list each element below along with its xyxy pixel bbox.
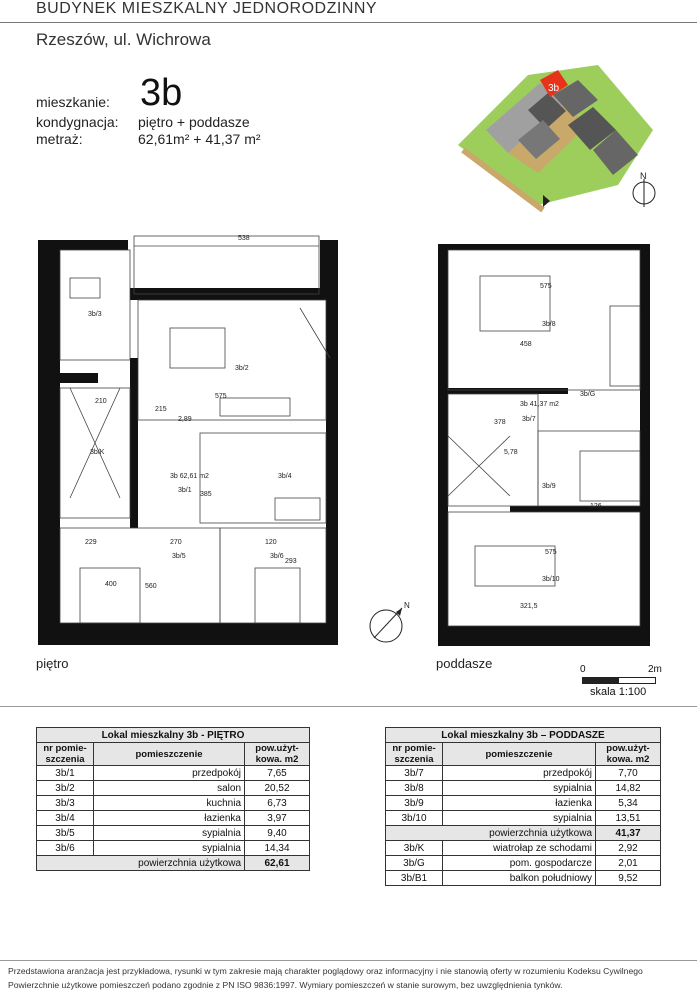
disclaimer-line-2: Powierzchnie użytkowe pomieszczeń podano zgodnie z PN ISO 9836:1997. Wymiary pomieszczeń w stanie surowym, bez uwzględnienia tynków. <box>8 980 563 990</box>
upper-dim-9: 400 <box>105 581 117 588</box>
attic-unit-area: 3b 41,37 m2 <box>520 401 559 408</box>
upper-dim-3: 385 <box>200 491 212 498</box>
location: Rzeszów, ul. Wichrowa <box>36 30 211 49</box>
table-upper-header-nr: nr pomie-szczenia <box>37 743 94 766</box>
upper-room-3: 3b/3 <box>88 311 102 318</box>
upper-floor-label: piętro <box>36 656 69 671</box>
header-divider <box>0 22 697 23</box>
scale-bar <box>582 677 656 684</box>
upper-floor-plan <box>30 228 342 648</box>
table-attic-header-area: pow.użyt-kowa. m2 <box>596 743 661 766</box>
table-upper-header-area: pow.użyt-kowa. m2 <box>245 743 310 766</box>
table-row: 3b/9 łazienka 5,34 <box>386 796 661 811</box>
table-row: 3b/2 salon 20,52 <box>37 781 310 796</box>
building-title: BUDYNEK MIESZKALNY JEDNORODZINNY <box>36 0 378 17</box>
upper-room-4: 3b/4 <box>278 473 292 480</box>
attic-dim-2: 458 <box>520 341 532 348</box>
upper-height: 2,89 <box>178 416 192 423</box>
table-attic-header-room: pomieszczenie <box>443 743 596 766</box>
label-unit: mieszkanie: <box>36 94 110 110</box>
table-row: 3b/4 łazienka 3,97 <box>37 811 310 826</box>
disclaimer-line-1: Przedstawiona aranżacja jest przykładowa, rysunki w tym zakresie mają charakter poglądowy oraz informacyjny i nie stanowią oferty w rozumieniu Kodeksu Cywilnego <box>8 966 643 976</box>
table-attic <box>385 727 661 886</box>
table-upper-floor <box>36 727 310 871</box>
site-unit-tag: 3b <box>548 83 560 94</box>
attic-height: 5,78 <box>504 449 518 456</box>
compass-north: N <box>404 601 410 610</box>
upper-room-1: 3b/1 <box>178 487 192 494</box>
table-upper-header-room: pomieszczenie <box>94 743 245 766</box>
upper-room-6: 3b/6 <box>270 553 284 560</box>
upper-dim-10: 560 <box>145 583 157 590</box>
table-row: 3b/7 przedpokój 7,70 <box>386 766 661 781</box>
upper-dim-2: 575 <box>215 393 227 400</box>
attic-dim-5: 378 <box>494 419 506 426</box>
footer-divider <box>0 960 697 961</box>
section-divider <box>0 706 697 707</box>
table-row: 3b/K wiatrołap ze schodami 2,92 <box>386 841 661 856</box>
attic-dim-1: 575 <box>540 283 552 290</box>
attic-room-7: 3b/7 <box>522 416 536 423</box>
attic-room-8: 3b/8 <box>542 321 556 328</box>
attic-room-9: 3b/9 <box>542 483 556 490</box>
scale-zero: 0 <box>580 664 586 675</box>
table-attic-header-nr: nr pomie-szczenia <box>386 743 443 766</box>
attic-label: poddasze <box>436 656 493 671</box>
table-upper-total <box>37 856 310 871</box>
table-attic-total <box>386 826 661 841</box>
upper-dim-5: 270 <box>170 539 182 546</box>
upper-room-5: 3b/5 <box>172 553 186 560</box>
scale-text: skala 1:100 <box>590 686 647 698</box>
unit-number: 3b <box>140 72 183 114</box>
upper-dim-6: 293 <box>285 558 297 565</box>
disclaimer <box>8 964 697 992</box>
attic-dim-4: 321,5 <box>520 603 538 610</box>
floors-value: piętro + poddasze <box>138 114 250 130</box>
table-row: 3b/1 przedpokój 7,65 <box>37 766 310 781</box>
upper-room-2: 3b/2 <box>235 365 249 372</box>
table-attic-total-value: 41,37 <box>596 826 661 841</box>
table-row: 3b/8 sypialnia 14,82 <box>386 781 661 796</box>
upper-dim-7: 120 <box>265 539 277 546</box>
table-row: 3b/6 sypialnia 14,34 <box>37 841 310 856</box>
site-plan <box>448 55 660 215</box>
attic-dim-6: 126 <box>590 503 602 510</box>
table-attic-total-label: powierzchnia użytkowa <box>386 826 596 841</box>
compass <box>364 598 414 648</box>
label-area: metraż: <box>36 131 83 147</box>
table-upper-total-value: 62,61 <box>245 856 310 871</box>
area-value: 62,61m² + 41,37 m² <box>138 131 261 147</box>
upper-dim-8: 210 <box>95 398 107 405</box>
table-row: 3b/G pom. gospodarcze 2,01 <box>386 856 661 871</box>
upper-dim-4: 229 <box>85 539 97 546</box>
table-row: 3b/5 sypialnia 9,40 <box>37 826 310 841</box>
table-row: 3b/B1 balkon południowy 9,52 <box>386 871 661 886</box>
attic-dim-3: 575 <box>545 549 557 556</box>
table-upper-total-label: powierzchnia użytkowa <box>37 856 245 871</box>
attic-plan <box>430 236 662 648</box>
upper-room-k: 3b/K <box>90 449 105 456</box>
table-row: 3b/10 sypialnia 13,51 <box>386 811 661 826</box>
table-attic-caption: Lokal mieszkalny 3b – PODDASZE <box>386 728 661 743</box>
table-row: 3b/3 kuchnia 6,73 <box>37 796 310 811</box>
label-floors: kondygnacja: <box>36 114 119 130</box>
scale-max: 2m <box>648 664 662 675</box>
upper-unit-area: 3b 62,61 m2 <box>170 473 209 480</box>
upper-dim-top: 538 <box>238 235 250 242</box>
site-north: N <box>640 171 647 181</box>
attic-room-10: 3b/10 <box>542 576 560 583</box>
table-upper-caption: Lokal mieszkalny 3b - PIĘTRO <box>37 728 310 743</box>
upper-dim-1: 215 <box>155 406 167 413</box>
attic-room-g: 3b/G <box>580 391 596 398</box>
